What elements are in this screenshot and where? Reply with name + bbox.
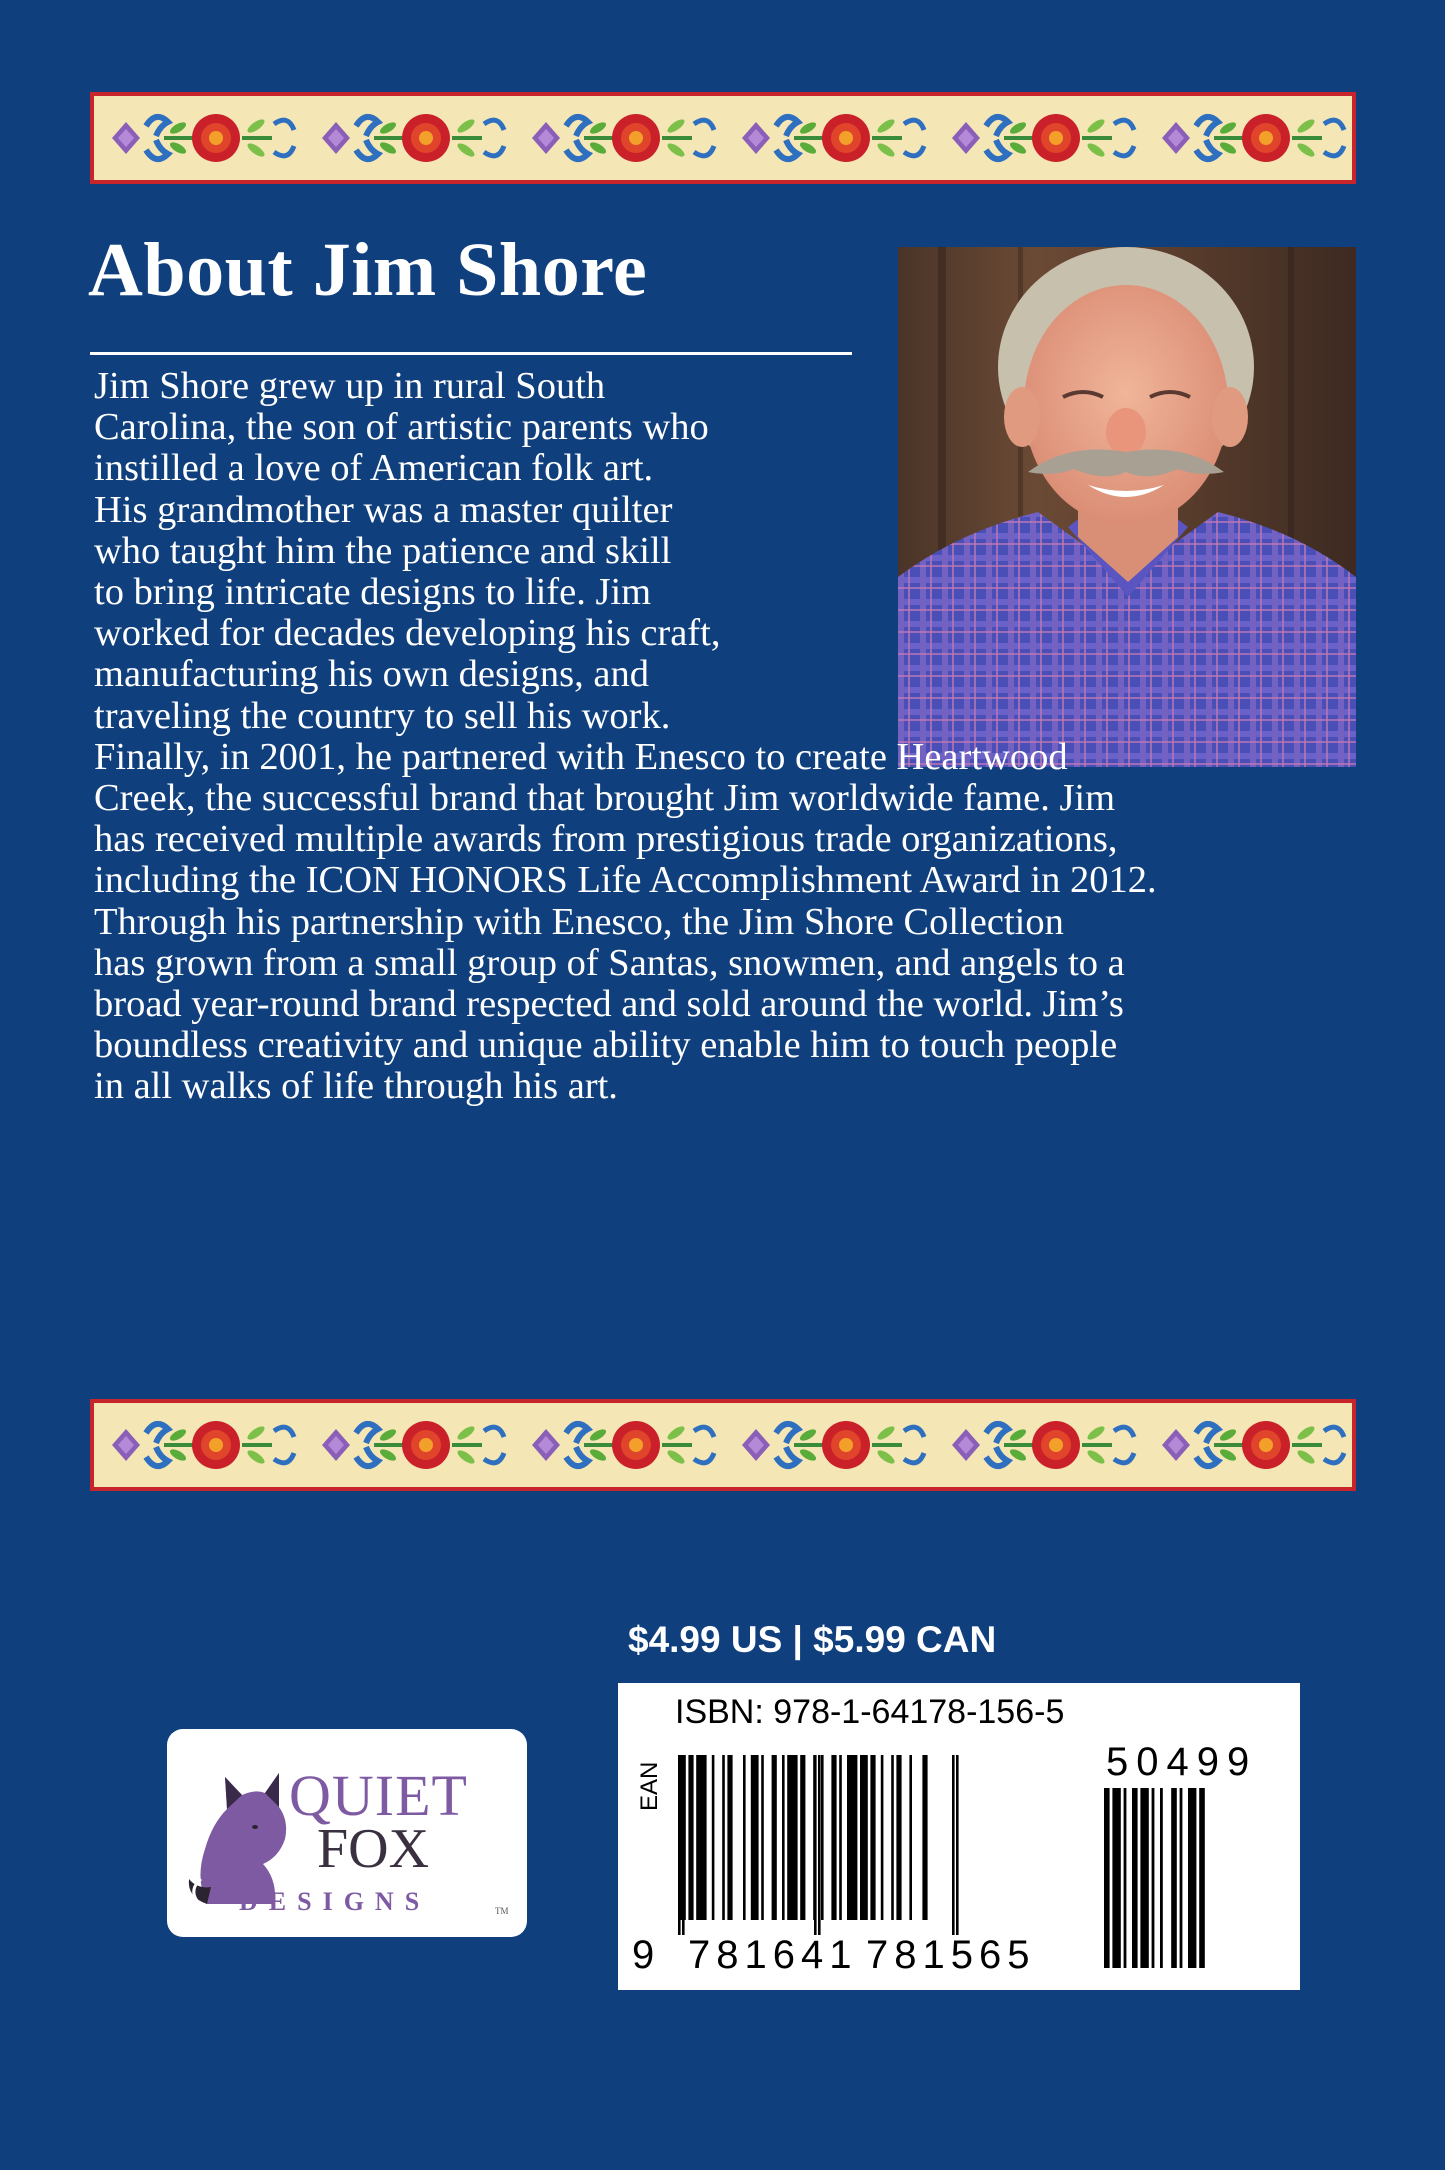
author-bio (94, 366, 1157, 1108)
bio-line: broad year-round brand respected and sold around the world. Jim’s (94, 983, 1124, 1026)
bio-line: including the ICON HONORS Life Accomplishment Award in 2012. (94, 859, 1157, 902)
bio-line: Finally, in 2001, he partnered with Enesco to create Heartwood (94, 735, 1068, 778)
barcode-first-digit: 9 (632, 1933, 655, 1977)
logo-word-quiet: QUIET (289, 1763, 468, 1828)
logo-word-fox: FOX (317, 1818, 430, 1880)
bio-line: Carolina, the son of artistic parents who (94, 406, 709, 449)
bio-line: Creek, the successful brand that brought Jim worldwide fame. Jim (94, 777, 1116, 820)
bio-line: His grandmother was a master quilter (94, 488, 673, 531)
bio-line: in all walks of life through his art. (94, 1065, 618, 1108)
page-title: About Jim Shore (88, 228, 648, 312)
barcode-right-digits: 781565 (866, 1933, 1036, 1977)
folk-floral-border-icon (94, 96, 1352, 180)
bottom-floral-border (90, 1399, 1356, 1491)
barcode-left-digits: 781641 (688, 1933, 858, 1977)
top-floral-border (90, 92, 1356, 184)
price-label: $4.99 US | $5.99 CAN (628, 1619, 997, 1660)
bio-line: Jim Shore grew up in rural South (94, 365, 606, 407)
barcode-addon-digits: 50499 (1106, 1740, 1258, 1784)
bio-line: instilled a love of American folk art. (94, 447, 654, 490)
bio-line: to bring intricate designs to life. Jim (94, 571, 652, 614)
bio-line: Through his partnership with Enesco, the Jim Shore Collection (94, 900, 1064, 943)
bio-line: has grown from a small group of Santas, snowmen, and angels to a (94, 941, 1125, 984)
bio-line: traveling the country to sell his work. (94, 694, 671, 737)
logo-trademark: TM (495, 1906, 509, 1916)
ean-label: EAN (636, 1761, 663, 1811)
folk-floral-border-icon (94, 1403, 1352, 1487)
bio-line: has received multiple awards from prestigious trade organizations, (94, 818, 1118, 861)
bio-line: boundless creativity and unique ability enable him to touch people (94, 1024, 1118, 1067)
isbn-text: ISBN: 978-1-64178-156-5 (675, 1693, 1065, 1731)
bio-line: worked for decades developing his craft, (94, 612, 721, 655)
isbn-barcode (618, 1683, 1300, 1990)
title-divider (90, 352, 852, 355)
bio-line: manufacturing his own designs, and (94, 653, 649, 696)
logo-word-designs: DESIGNS (239, 1887, 431, 1916)
publisher-logo (167, 1729, 527, 1937)
bio-line: who taught him the patience and skill (94, 529, 672, 572)
